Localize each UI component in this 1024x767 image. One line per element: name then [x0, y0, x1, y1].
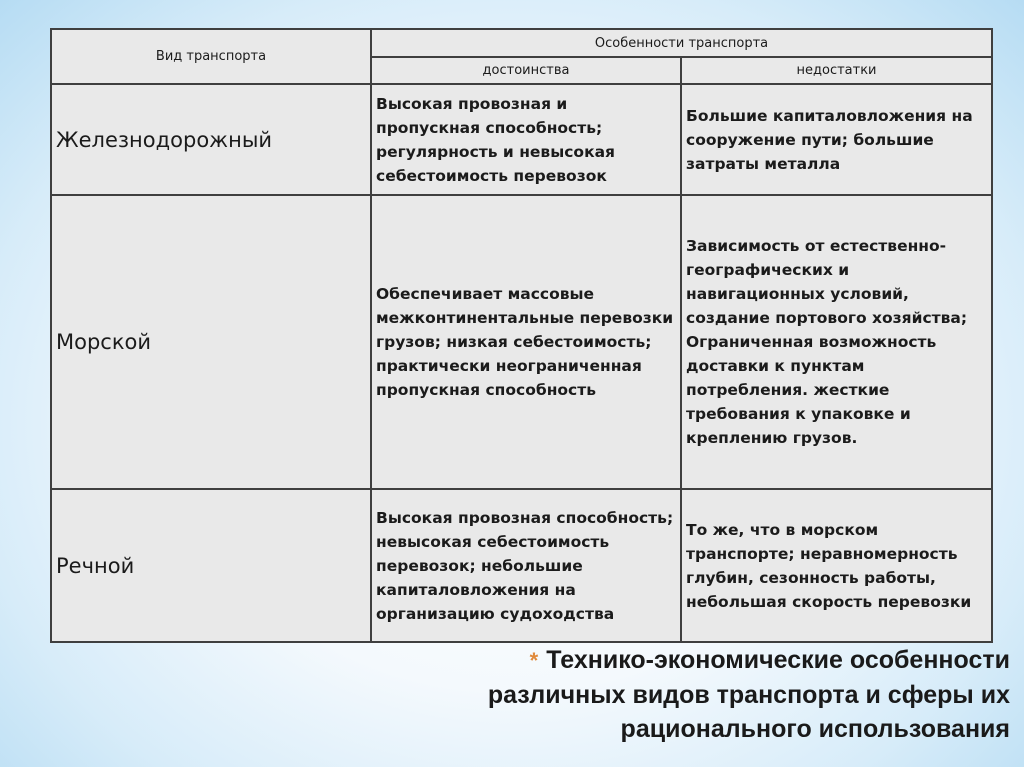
header-disadvantages: недостатки — [681, 57, 992, 84]
table-row-river — [51, 489, 992, 642]
transport-comparison-table — [50, 28, 993, 643]
disadvantages-cell: Большие капиталовложения на сооружение пути; большие затраты металла — [681, 84, 992, 195]
transport-name: Морской — [51, 195, 371, 489]
advantages-cell: Высокая провозная и пропускная способность; регулярность и невысокая себестоимость перевозок — [371, 84, 681, 195]
table-row-sea — [51, 195, 992, 489]
disadvantages-cell: То же, что в морском транспорте; неравномерность глубин, сезонность работы, небольшая скорость перевозки — [681, 489, 992, 642]
transport-name: Железнодорожный — [51, 84, 371, 195]
header-transport-type: Вид транспорта — [51, 29, 371, 84]
header-advantages: достоинства — [371, 57, 681, 84]
advantages-cell: Высокая провозная способность; невысокая себестоимость перевозок; небольшие капиталовложения на организацию судоходства — [371, 489, 681, 642]
header-transport-features: Особенности транспорта — [371, 29, 992, 57]
table-row-railway — [51, 84, 992, 195]
disadvantages-cell: Зависимость от естественно-географических и навигационных условий, создание портового хозяйства; Ограниченная возможность доставки к пунктам потребления. жесткие требования к упаковке и креплению грузов. — [681, 195, 992, 489]
transport-name: Речной — [51, 489, 371, 642]
asterisk-bullet-icon: * — [529, 648, 539, 673]
advantages-cell: Обеспечивает массовые межконтинентальные перевозки грузов; низкая себестоимость; практически неограниченная пропускная способность — [371, 195, 681, 489]
caption-text: Технико-экономические особенности различных видов транспорта и сферы их рационального использования — [487, 646, 1010, 743]
slide-caption — [390, 643, 1010, 746]
